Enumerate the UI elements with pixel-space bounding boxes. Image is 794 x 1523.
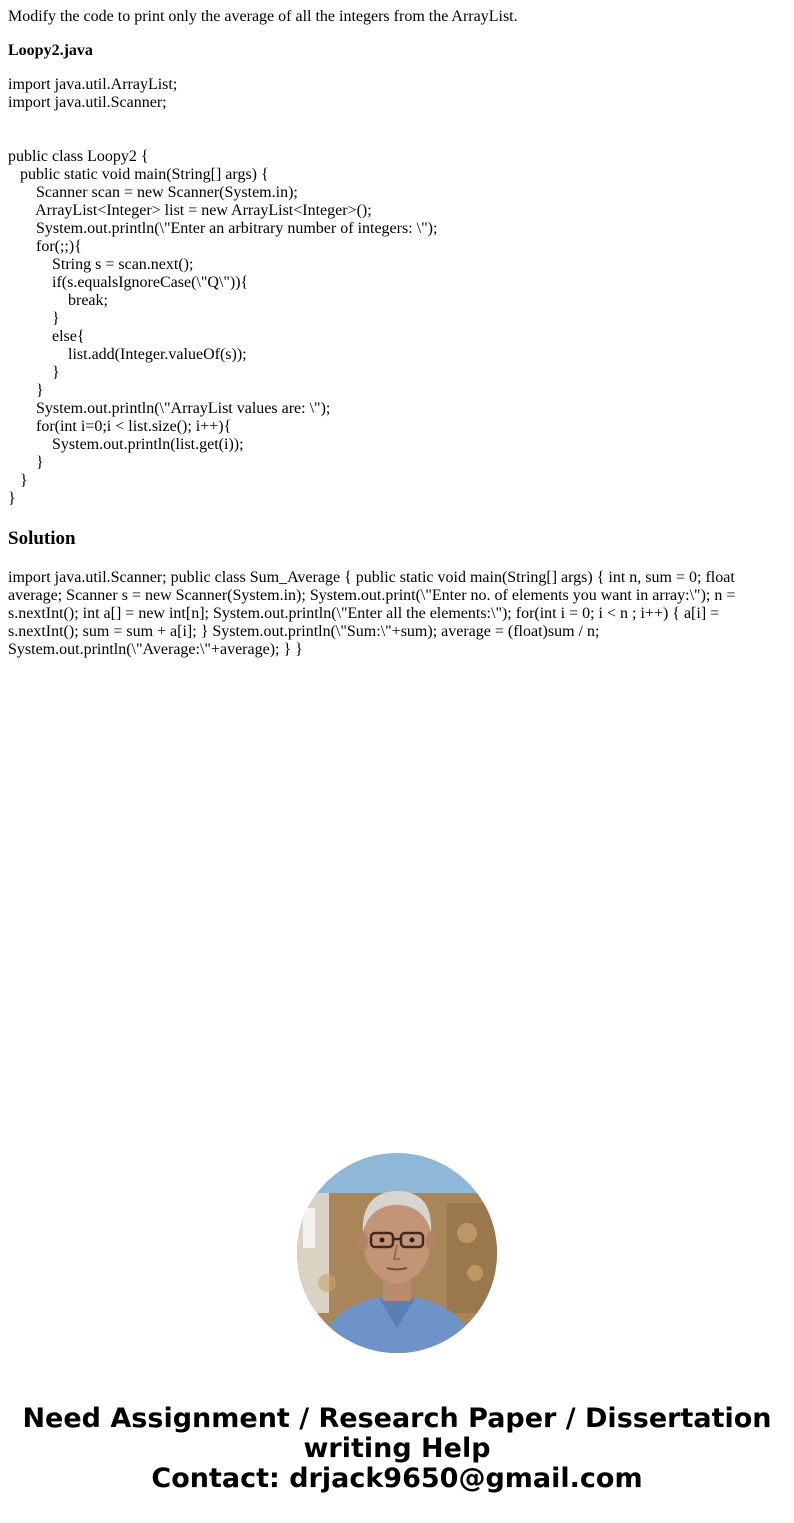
code-line: } — [8, 364, 60, 381]
code-line: Scanner scan = new Scanner(System.in); — [8, 184, 298, 201]
footer-line-2: writing Help — [303, 1433, 491, 1464]
person-photo-icon — [297, 1153, 497, 1353]
solution-heading: Solution — [8, 528, 76, 549]
code-line: if(s.equalsIgnoreCase(\"Q\")){ — [8, 274, 249, 291]
code-line: public class Loopy2 { — [8, 148, 149, 165]
code-line: } — [8, 472, 28, 489]
footer-line-1: Need Assignment / Research Paper / Dissertation — [22, 1403, 772, 1434]
code-line: System.out.println(\"Enter an arbitrary number of integers: \"); — [8, 220, 438, 237]
footer-contact — [0, 1404, 794, 1494]
code-line: } — [8, 310, 60, 327]
document-body — [8, 8, 778, 659]
code-block — [8, 76, 778, 508]
code-line: public static void main(String[] args) { — [8, 166, 269, 183]
code-line: for(int i=0;i < list.size(); i++){ — [8, 418, 232, 435]
code-line: } — [8, 490, 16, 507]
code-line: ArrayList<Integer> list = new ArrayList<Integer>(); — [8, 202, 372, 219]
code-line: break; — [8, 292, 108, 309]
code-line: System.out.println(list.get(i)); — [8, 436, 244, 453]
code-line: import java.util.ArrayList; — [8, 76, 178, 93]
code-line: String s = scan.next(); — [8, 256, 194, 273]
question-text: Modify the code to print only the average of all the integers from the ArrayList. — [8, 8, 518, 25]
code-line: else{ — [8, 328, 85, 345]
code-line: } — [8, 382, 44, 399]
code-line: import java.util.Scanner; — [8, 94, 167, 111]
code-line — [8, 130, 778, 148]
code-line: System.out.println(\"ArrayList values are: \"); — [8, 400, 331, 417]
code-line — [8, 112, 778, 130]
author-photo — [297, 1153, 497, 1353]
footer-contact-email: Contact: drjack9650@gmail.com — [151, 1463, 643, 1494]
code-line: } — [8, 454, 44, 471]
code-line: list.add(Integer.valueOf(s)); — [8, 346, 247, 363]
code-line: for(;;){ — [8, 238, 82, 255]
file-title: Loopy2.java — [8, 42, 93, 59]
solution-text: import java.util.Scanner; public class Sum_Average { public static void main(String[] args) { int n, sum = 0; float average; Scanner s = new Scanner(System.in); System.out.print(\"Enter no. of elements you want in array:\"); n = s.nextInt(); int a[] = new int[n]; System.out.println(\"Enter all the elements:\"); for(int i = 0; i < n ; i++) { a[i] = s.nextInt(); sum = sum + a[i]; } System.out.println(\"Sum:\"+sum); average = (float)sum / n; System.out.println(\"Average:\"+average); } } — [8, 569, 736, 658]
